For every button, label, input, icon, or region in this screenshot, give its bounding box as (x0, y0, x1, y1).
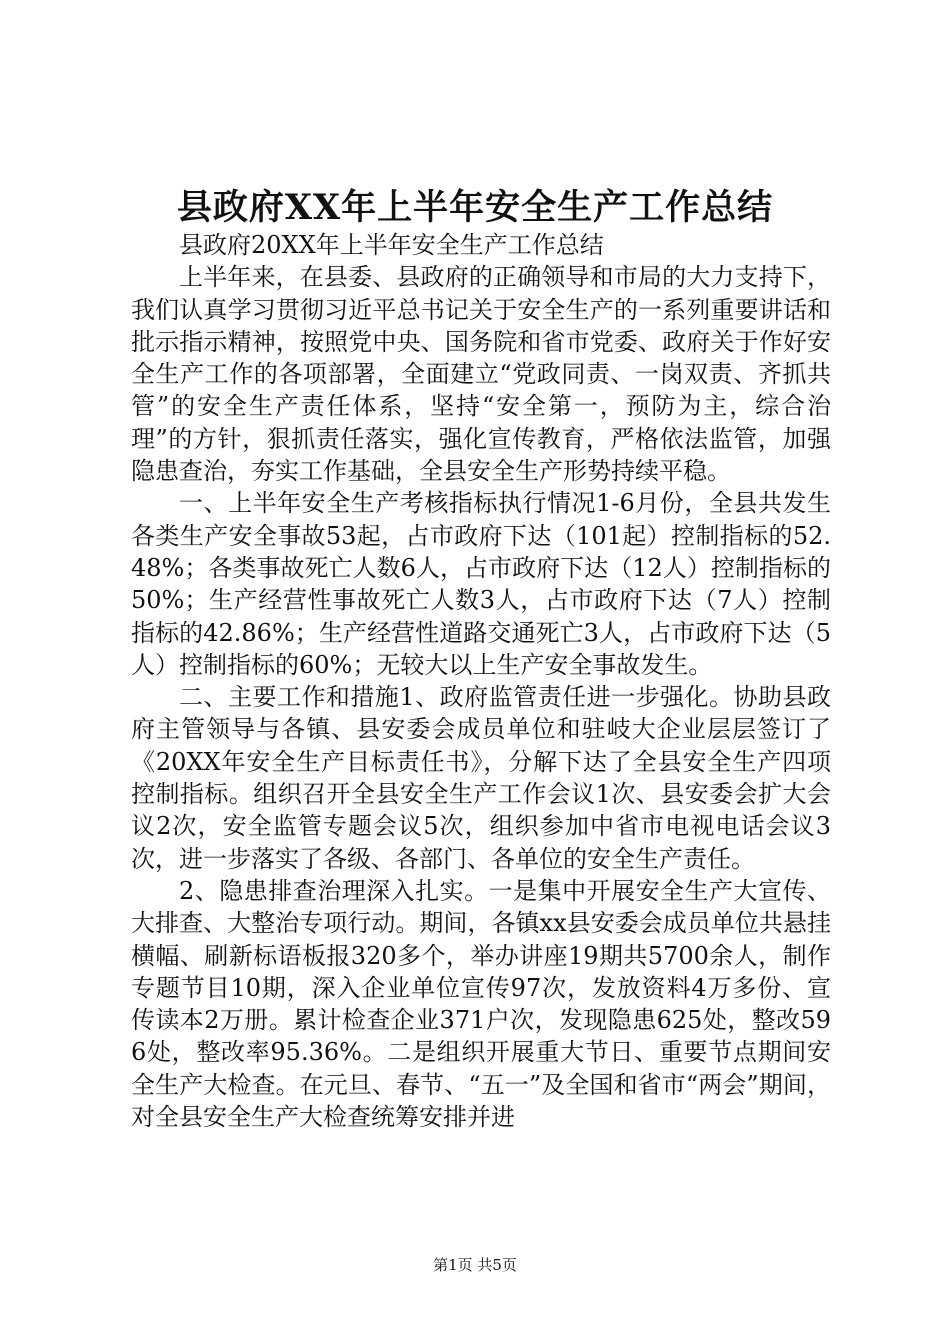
paragraph-hazard-inspection: 2、隐患排查治理深入扎实。一是集中开展安全生产大宣传、大排查、大整治专项行动。期间，各镇xx县安委会成员单位共悬挂横幅、刷新标语板报320多个，举办讲座19期共5700余人，制作专题节目10期，深入企业单位宣传97次，发放资料4万多份、宣传读本2万册。累计检查企业371户次，发现隐患625处，整改596处，整改率95.36%。二是组织开展重大节日、重要节点期间安全生产大检查。在元旦、春节、“五一”及全国和省市“两会”期间，对全县安全生产大检查统筹安排并进 (131, 876, 831, 1132)
paragraph-subtitle: 县政府20XX年上半年安全生产工作总结 (179, 231, 604, 259)
document-title: 县政府XX年上半年安全生产工作总结 (176, 187, 774, 228)
document-body (131, 229, 831, 1133)
paragraph-indicators: 一、上半年安全生产考核指标执行情况1-6月份，全县共发生各类生产安全事故53起，占市政府下达（101起）控制指标的52.48%；各类事故死亡人数6人，占市政府下达（12人）控制指标的50%；生产经营性事故死亡人数3人，占市政府下达（7人）控制指标的42.86%；生产经营性道路交通死亡3人，占市政府下达（5人）控制指标的60%；无较大以上生产安全事故发生。 (131, 489, 831, 679)
page-number-footer: 第1页 共5页 (433, 1256, 517, 1274)
paragraph-intro: 上半年来，在县委、县政府的正确领导和市局的大力支持下，我们认真学习贯彻习近平总书记关于安全生产的一系列重要讲话和批示指示精神，按照党中央、国务院和省市党委、政府关于作好安全生产工作的各项部署，全面建立“党政同责、一岗双责、齐抓共管”的安全生产责任体系，坚持“安全第一，预防为主，综合治理”的方针，狠抓责任落实，强化宣传教育，严格依法监管，加强隐患查治，夯实工作基础，全县安全生产形势持续平稳。 (131, 263, 831, 486)
paragraph-measures: 二、主要工作和措施1、政府监管责任进一步强化。协助县政府主管领导与各镇、县安委会成员单位和驻岐大企业层层签订了《20XX年安全生产目标责任书》，分解下达了全县安全生产四项控制指标。组织召开全县安全生产工作会议1次、县安委会扩大会议2次，安全监管专题会议5次，组织参加中省市电视电话会议3次，进一步落实了各级、各部门、各单位的安全生产责任。 (131, 683, 831, 873)
